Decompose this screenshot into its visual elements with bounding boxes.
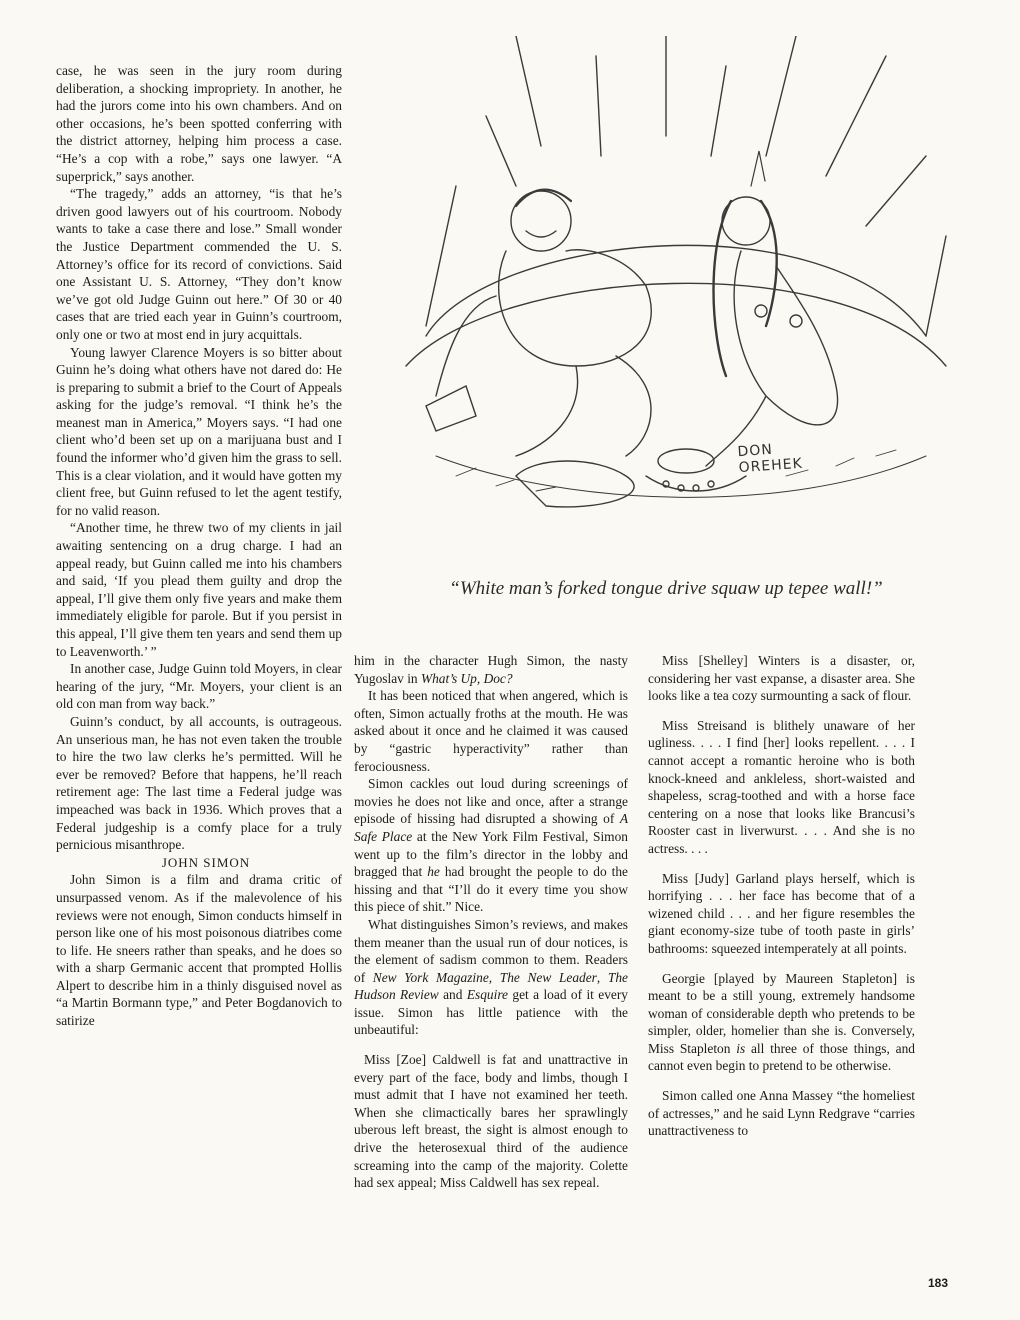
paragraph: Simon called one Anna Massey “the homeliest of actresses,” and he said Lynn Redgrave “carries unattractiveness to bbox=[648, 1088, 915, 1139]
block-quote bbox=[354, 1051, 628, 1192]
text-run: and bbox=[438, 987, 467, 1003]
text-run: get a load of it every issue. Simon has little patience with the unbeautiful: bbox=[354, 987, 629, 1038]
paragraph bbox=[354, 775, 628, 916]
section-heading: JOHN SIMON bbox=[161, 854, 251, 870]
paragraph: It has been noticed that when angered, which is often, Simon actually froths at the mouth. He was asked about it once and he claimed it was caused by “gastric hyperactivity” rather than ferociousness. bbox=[354, 688, 628, 774]
paragraph: case, he was seen in the jury room during deliberation, a shocking impropriety. In another, he had the jurors come into his own chambers. And on other occasions, he’s been spotted conferring with the district attorney, helping him process a case. “He’s a cop with a robe,” says one lawyer. “A superprick,” says another. bbox=[56, 63, 342, 184]
emphasis: he bbox=[427, 864, 440, 880]
publication-title: The New Leader bbox=[499, 969, 597, 985]
text-run: him in the character Hugh Simon, the nasty Yugoslav in bbox=[354, 653, 628, 686]
film-title: What’s Up, Doc? bbox=[420, 670, 513, 686]
paragraph bbox=[354, 916, 628, 1039]
quote-paragraph: Miss [Zoe] Caldwell is fat and unattractive in every part of the face, body and limbs, though I must admit that I have not examined her teeth. When she climactically bares her sprawlingly uberous left breast, the sight is almost enough to drive the heterosexual third of the audience screaming into the camp of the majority. Colette had sex appeal; Miss Caldwell has sex repeal. bbox=[354, 1052, 628, 1191]
paragraph: Guinn’s conduct, by all accounts, is outrageous. An unserious man, he has not even taken the trouble to hire the two law clerks he’s permitted. Will he ever be removed? Before that happens, he’ll reach retirement age: The last time a Federal judge was impeached was back in 1936. Which proves that a Federal judgeship is a comfy place for a truly pernicious misanthrope. bbox=[56, 713, 342, 853]
quote-paragraph: Miss [Shelley] Winters is a disaster, or, considering her vast expanse, a disaster area. She looks like a tea cozy surmounting a sack of flour. bbox=[648, 653, 915, 704]
emphasis: is bbox=[736, 1040, 746, 1056]
text-run: Simon cackles out loud during screenings of movies he does not like and once, after a strange episode of hissing had disrupted a showing of bbox=[354, 776, 628, 827]
paragraph: John Simon is a film and drama critic of unsurpassed venom. As if the malevolence of his reviews were not enough, Simon conducts himself in person like one of his most poisonous diatribes come to life. He sneers rather than speaks, and he does so with a sharp Germanic accent that prompted Hollis Alpert to describe him in a thinly disguised novel as “a Martin Bormann type,” and Peter Bogdanovich to satirize bbox=[56, 872, 342, 1029]
text-run: , bbox=[488, 969, 500, 985]
cartoon-caption: “White man’s forked tongue drive squaw up tepee wall!” bbox=[449, 578, 883, 599]
left-column bbox=[56, 62, 342, 1030]
paragraph: In another case, Judge Guinn told Moyers, in clear hearing of the jury, “Mr. Moyers, your client is an old con man from way back.” bbox=[56, 661, 342, 712]
quote-paragraph: Miss [Judy] Garland plays herself, which is horrifying . . . her face has become that of a wizened child . . . and her figure resembles the giant economy-size tube of tooth paste in girls’ bathrooms: squeezed intemperately at all points. bbox=[648, 870, 915, 956]
right-column bbox=[648, 652, 915, 1140]
middle-column bbox=[354, 652, 628, 1192]
publication-title: The Hudson Review bbox=[354, 969, 628, 1003]
text-run: all three of those things, and cannot even begin to pretend to be otherwise. bbox=[648, 1040, 916, 1074]
cartoon-illustration bbox=[366, 36, 966, 566]
paragraph: Young lawyer Clarence Moyers is so bitter about Guinn he’s doing what others have not dared do: He is preparing to submit a brief to the Court of Appeals asking for the judge’s removal. “I think he’s the meanest man in America,” Moyers says. “I had one client who’d been set up on a marijuana bust and I found the informer who’d given him the grass to sell. This is a clear violation, and it would have gotten my client free, but Guinn refused to let the agent testify, for no valid reason. bbox=[56, 344, 342, 518]
publication-title: New York Magazine bbox=[372, 969, 489, 985]
text-run: What distinguishes Simon’s reviews, and makes them meaner than the usual run of dour notices, is the element of sadism common to them. Readers of bbox=[354, 916, 628, 985]
publication-title: Esquire bbox=[466, 987, 508, 1003]
quote-paragraph: Miss Streisand is blithely unaware of her ugliness. . . . I find [her] looks repellent. . . . I cannot accept a romantic heroine who is both knock-kneed and ankleless, short-waisted and shapeless, scrag-toothed and with a horse face centering on a nose that looks like Brancusi’s Rooster cast in liverwurst. . . . And she is no actress. . . . bbox=[648, 717, 915, 856]
film-title: A Safe Place bbox=[354, 811, 628, 844]
page-number: 183 bbox=[928, 1276, 949, 1290]
paragraph: “Another time, he threw two of my clients in jail awaiting sentencing on a drug charge. I had an appeal ready, but Guinn called me into his chambers and said, ‘If you plead them guilty and drop the appeal, I’ll give them only five years and make them immediately eligible for parole. But if you persist in this appeal, I’ll give them ten years and send them up to Leavenworth.’ ” bbox=[56, 520, 342, 659]
signature-line: DON bbox=[737, 441, 774, 461]
quote-paragraph bbox=[648, 970, 915, 1076]
text-run: had brought the people to do the hissing and that “I’ll do it every time you show this piece of shit.” Nice. bbox=[354, 864, 628, 915]
signature-line: OREHEK bbox=[738, 455, 804, 477]
paragraph: “The tragedy,” adds an attorney, “is that he’s driven good lawyers out of his courtroom. Nobody wants to take a case there and lose.” Small wonder the Justice Department commended the U. S. Attorney’s office for its record of convictions. Said one Assistant U. S. Attorney, “They don’t know we’ve got old Judge Guinn out here.” Of 30 or 40 cases that are tried each year in Guinn’s courtroom, only one or two at most end in jury acquittals. bbox=[56, 186, 342, 342]
text-run: at the New York Film Festival, Simon went up to the film’s director in the lobby and bragged that bbox=[354, 828, 628, 880]
text-run: , bbox=[596, 969, 608, 985]
paragraph bbox=[354, 652, 628, 687]
text-run: Georgie [played by Maureen Stapleton] is meant to be a still young, extremely handsome woman of considerable depth who pretends to be simpler, older, homelier than she is. Conversely, Miss Stapleton bbox=[648, 970, 915, 1056]
